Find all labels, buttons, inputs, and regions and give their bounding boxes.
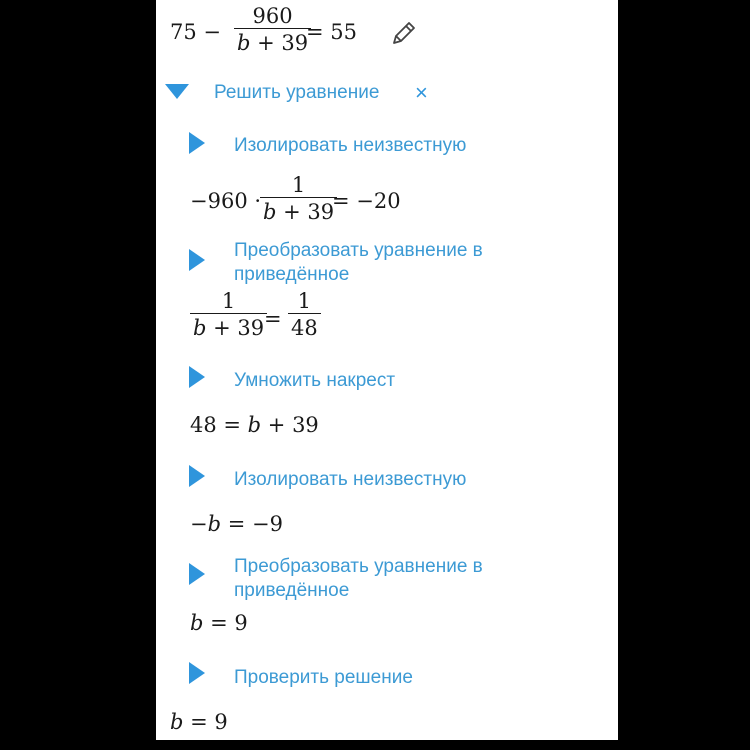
step-equation-5: b = 9 bbox=[190, 611, 248, 635]
pencil-icon[interactable] bbox=[389, 18, 419, 48]
expand-triangle-icon[interactable] bbox=[189, 366, 205, 388]
step-equation-4: −b = −9 bbox=[190, 512, 283, 536]
step-equation-2 bbox=[190, 289, 390, 349]
step-cross-multiply[interactable]: Умножить накрест bbox=[234, 370, 396, 391]
eq2-left-fraction bbox=[190, 289, 267, 340]
step-equation-3: 48 = b + 39 bbox=[190, 413, 319, 437]
expand-triangle-icon[interactable] bbox=[189, 249, 205, 271]
collapse-triangle-icon[interactable] bbox=[165, 84, 189, 99]
problem-left: 75 − bbox=[170, 20, 221, 44]
step-equation-1 bbox=[190, 172, 450, 232]
step-convert-reduced[interactable]: Преобразовать уравнение в приведённое bbox=[234, 240, 483, 285]
eq2-right-fraction bbox=[288, 289, 321, 340]
eq1-numerator: 1 bbox=[291, 173, 306, 197]
step-isolate-unknown[interactable]: Изолировать неизвестную bbox=[234, 469, 467, 490]
step-isolate-unknown[interactable]: Изолировать неизвестную bbox=[234, 135, 467, 156]
problem-numerator: 960 bbox=[252, 4, 293, 28]
problem-fraction bbox=[234, 4, 311, 55]
eq1-left: −960 · bbox=[190, 189, 262, 213]
step-convert-reduced[interactable]: Преобразовать уравнение в приведённое bbox=[234, 556, 483, 601]
problem-equation bbox=[170, 0, 390, 62]
step-check-solution[interactable]: Проверить решение bbox=[234, 667, 413, 688]
problem-denominator: b + 39 bbox=[234, 28, 311, 55]
eq2-numerator: 1 bbox=[221, 289, 236, 313]
eq2-right-denominator: 48 bbox=[288, 313, 321, 340]
solution-panel bbox=[156, 0, 618, 740]
close-icon[interactable]: × bbox=[415, 80, 428, 105]
expand-triangle-icon[interactable] bbox=[189, 132, 205, 154]
eq1-right: = −20 bbox=[332, 189, 401, 213]
eq2-equals: = bbox=[264, 307, 282, 331]
eq2-right-numerator: 1 bbox=[297, 289, 312, 313]
expand-triangle-icon[interactable] bbox=[189, 662, 205, 684]
eq1-fraction bbox=[260, 173, 337, 224]
eq1-denominator: b + 39 bbox=[260, 197, 337, 224]
problem-right: = 55 bbox=[306, 20, 357, 44]
eq2-denominator: b + 39 bbox=[190, 313, 267, 340]
solve-equation-label[interactable]: Решить уравнение bbox=[214, 82, 380, 103]
expand-triangle-icon[interactable] bbox=[189, 465, 205, 487]
expand-triangle-icon[interactable] bbox=[189, 563, 205, 585]
final-answer: b = 9 bbox=[170, 710, 228, 734]
